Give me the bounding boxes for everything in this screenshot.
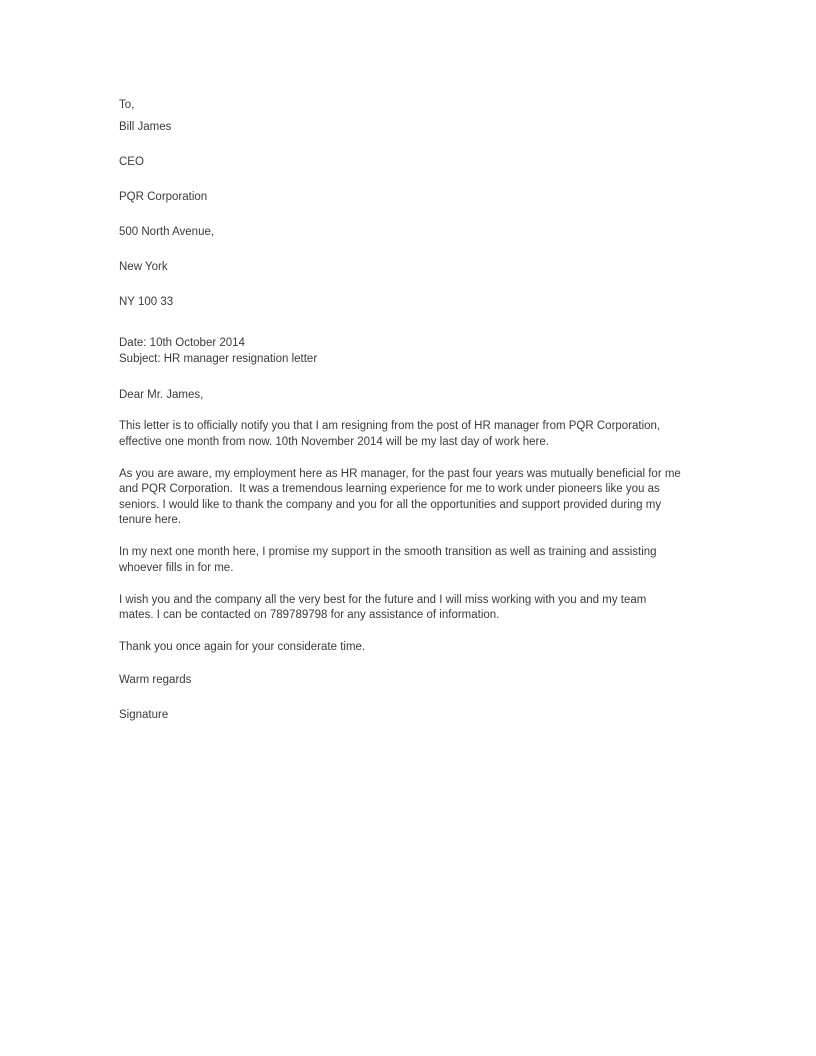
recipient-state-zip: NY 100 33 — [119, 296, 174, 308]
recipient-designation: CEO — [119, 156, 144, 168]
letter-date: Date: 10th October 2014 — [119, 337, 245, 349]
closing-signature: Signature — [119, 708, 169, 721]
recipient-street: 500 North Avenue, — [119, 226, 215, 238]
recipient-address-block — [119, 94, 684, 313]
recipient-name: Bill James — [119, 121, 172, 133]
body-paragraph: In my next one month here, I promise my support in the smooth transition as well as training and assisting whoever fills in for me. — [119, 546, 660, 574]
letter-salutation: Dear Mr. James, — [119, 389, 204, 401]
body-paragraph: Thank you once again for your considerate time. — [119, 641, 366, 653]
letter-meta-block — [119, 335, 684, 367]
closing-sign-off: Warm regards — [119, 673, 192, 686]
body-paragraph: I wish you and the company all the very best for the future and I will miss working with you and my team mates. I can be contacted on 789789798 for any assistance of information. — [119, 593, 650, 621]
recipient-city: New York — [119, 261, 168, 273]
letter-body — [119, 419, 684, 656]
letter-content — [119, 94, 684, 723]
letter-closing-block — [119, 672, 684, 723]
letter-subject: Subject: HR manager resignation letter — [119, 353, 318, 365]
body-paragraph: As you are aware, my employment here as HR manager, for the past four years was mutually beneficial for me and PQR Corporation. It was a tremendous learning experience for me to work under pioneers like you as seniors. I would like to thank the company and you for all the opportunities and support provided during my tenure here. — [119, 467, 685, 526]
recipient-to-label: To, — [119, 99, 135, 111]
body-paragraph: This letter is to officially notify you that I am resigning from the post of HR manager from PQR Corporation, effective one month from now. 10th November 2014 will be my last day of work here. — [119, 420, 664, 448]
recipient-company: PQR Corporation — [119, 191, 208, 203]
